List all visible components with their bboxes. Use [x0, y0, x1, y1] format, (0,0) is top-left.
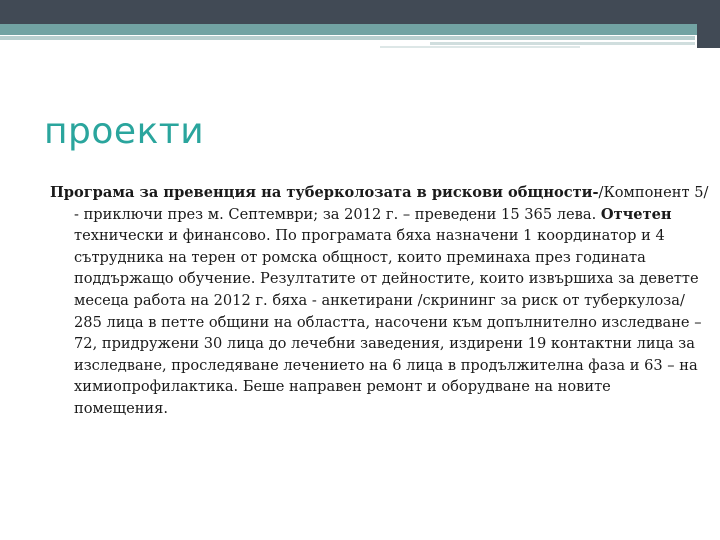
slide-body-paragraph [50, 182, 709, 420]
body-text-part-2: технически и финансово. По програмата бяха назначени 1 координатор и 4 сътрудника на терен от ромска общност, които преминаха през годината поддържащо обучение. Резултатите от дейностите, които извършиха за деветте месеца работа на 2012 г. бяха - анкетирани /скрининг за риск от туберкулоза/ 285 лица в петте общини на областта, насочени към допълнително изследване – 72, придружени 30 лица до лечебни заведения, издирени 19 контактни лица за изследване, проследяване лечението на 6 лица в продължителна фаза и 63 – на химиопрофилактика. Беше направен ремонт и оборудване на новите помещения. [74, 227, 702, 417]
slide-title: проекти [44, 111, 205, 152]
header-divider-line [0, 36, 695, 40]
header-divider-line-tertiary [380, 46, 580, 48]
header-divider-line-secondary [430, 42, 695, 45]
body-lead-bold: Програма за превенция на туберколозата в рискови общности- [50, 184, 599, 201]
header-corner-block [697, 0, 720, 48]
body-text-part-1: /Компонент 5/ - приключи през м. Септември; за 2012 г. – преведени 15 365 лева. [74, 184, 709, 223]
header-bar-accent [0, 24, 720, 35]
body-bold-word: Отчетен [600, 205, 672, 223]
header-bar-dark [0, 0, 720, 24]
